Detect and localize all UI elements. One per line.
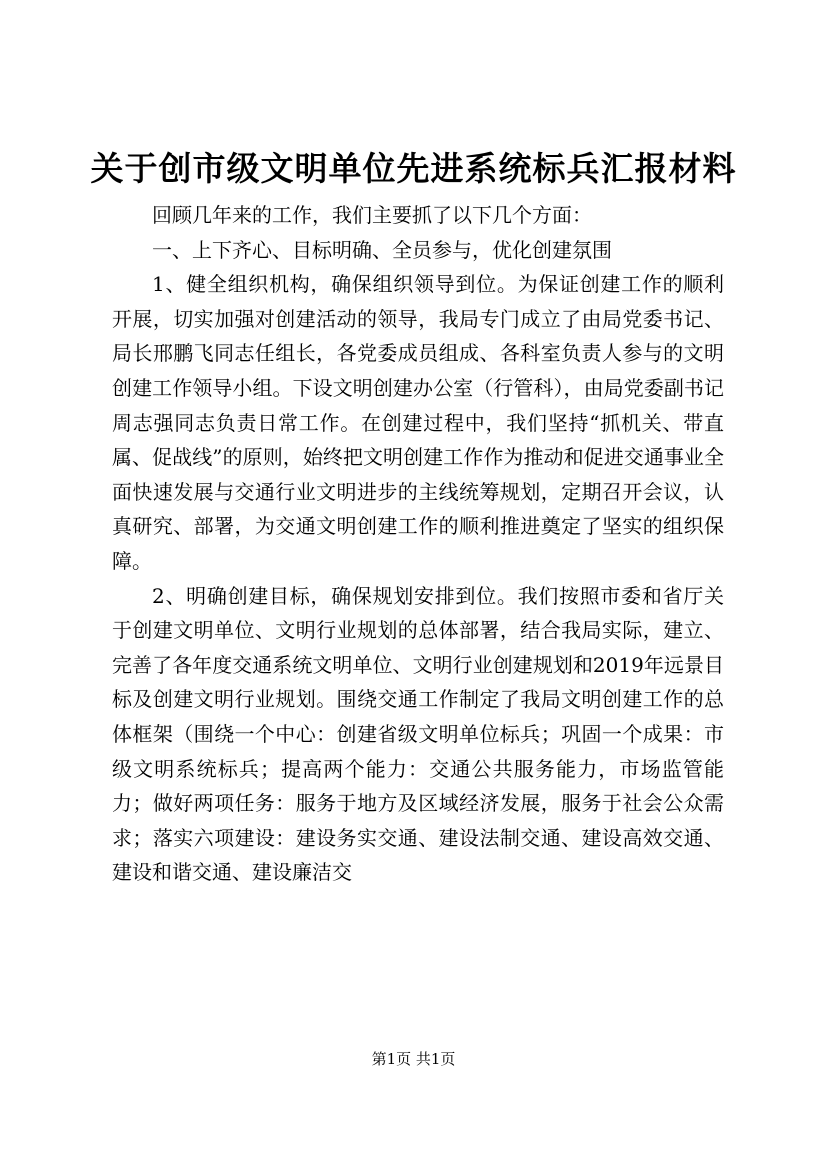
paragraph-intro: 回顾几年来的工作，我们主要抓了以下几个方面： xyxy=(152,203,592,227)
document-body xyxy=(112,198,724,890)
paragraph-item-2: 2、明确创建目标，确保规划安排到位。我们按照市委和省厅关于创建文明单位、文明行业规划的总体部署，结合我局实际，建立、完善了各年度交通系统文明单位、文明行业创建规划和2019年远景目标及创建文明行业规划。围绕交通工作制定了我局文明创建工作的总体框架（围绕一个中心：创建省级文明单位标兵；巩固一个成果：市级文明系统标兵；提高两个能力：交通公共服务能力，市场监管能力；做好两项任务：服务于地方及区域经济发展，服务于社会公众需求；落实六项建设：建设务实交通、建设法制交通、建设高效交通、建设和谐交通、建设廉洁交 xyxy=(112,583,724,885)
page-footer xyxy=(0,1049,827,1069)
page-number-label: 第1页 共1页 xyxy=(371,1050,456,1068)
section-heading-1: 一、上下齐心、目标明确、全员参与，优化创建氛围 xyxy=(152,237,612,262)
paragraph-item-1: 1、健全组织机构，确保组织领导到位。为保证创建工作的顺利开展，切实加强对创建活动的领导，我局专门成立了由局党委书记、局长邢鹏飞同志任组长，各党委成员组成、各科室负责人参与的文明创建工作领导小组。下设文明创建办公室（行管科），由局党委副书记周志强同志负责日常工作。在创建过程中，我们坚持“抓机关、带直属、促战线”的原则，始终把文明创建工作作为推动和促进交通事业全面快速发展与交通行业文明进步的主线统筹规划，定期召开会议，认真研究、部署，为交通文明创建工作的顺利推进奠定了坚实的组织保障。 xyxy=(112,272,724,573)
document-title: 关于创市级文明单位先进系统标兵汇报材料 xyxy=(90,149,737,188)
